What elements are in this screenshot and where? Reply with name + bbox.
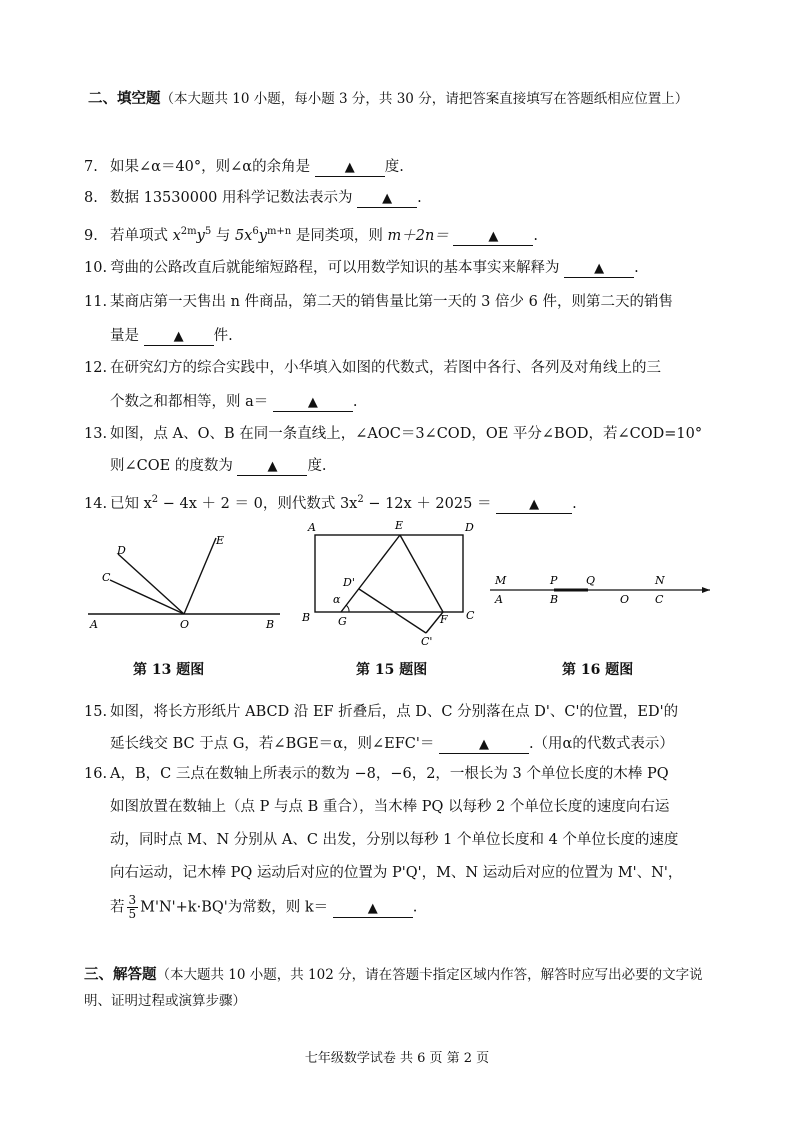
- figure-16: [488, 570, 714, 610]
- label-D: D: [117, 544, 126, 557]
- section-3-note: （本大题共 10 小题，共 102 分，请在答题卡指定区域内作答，解答时应写出必要的文字说明、证明过程或演算步骤）: [84, 967, 703, 1009]
- angle-alpha-arc: [346, 605, 349, 612]
- answer-blank[interactable]: ▲: [315, 158, 385, 177]
- label-N: N: [655, 574, 665, 587]
- figure-16-caption: 第 16 题图: [562, 662, 634, 678]
- label-G: G: [338, 615, 347, 628]
- question-12: 12. 在研究幻方的综合实践中，小华填入如图的代数式，若图中各行、各列及对角线上的三 个数之和都相等，则 a＝ ▲ .: [84, 360, 661, 410]
- label-P: P: [550, 574, 558, 587]
- label-Dprime: D': [343, 576, 355, 589]
- answer-blank[interactable]: ▲: [273, 393, 353, 412]
- question-10: 10. 弯曲的公路改直后就能缩短路程，可以用数学知识的基本事实来解释为 ▲ .: [84, 260, 639, 276]
- question-15: 15. 如图，将长方形纸片 ABCD 沿 EF 折叠后，点 D、C 分别落在点 D'、C'的位置，ED'的 延长线交 BC 于点 G，若∠BGE＝α，则∠EFC'＝ ▲ .（用α的代数式表示）: [84, 704, 679, 752]
- label-B: B: [550, 593, 559, 606]
- label-alpha: α: [333, 593, 341, 606]
- label-O: O: [620, 593, 630, 606]
- question-11: 11. 某商店第一天售出 n 件商品，第二天的销售量比第一天的 3 倍少 6 件，则第二天的销售 量是 ▲ 件.: [84, 294, 673, 344]
- label-C: C: [655, 593, 664, 606]
- section-3-title: 三、解答题: [84, 966, 157, 983]
- question-13: 13. 如图，点 A、O、B 在同一条直线上，∠AOC＝3∠COD，OE 平分∠BOD，若∠COD=10° 则∠COE 的度数为 ▲ 度.: [84, 426, 703, 474]
- segment-DpCp: [359, 589, 426, 633]
- answer-blank[interactable]: ▲: [453, 227, 533, 246]
- label-A: A: [90, 618, 98, 631]
- answer-blank[interactable]: ▲: [357, 189, 417, 208]
- label-D: D: [465, 521, 474, 534]
- label-C: C: [466, 609, 475, 622]
- label-A: A: [308, 521, 316, 534]
- section-3-header: [84, 962, 714, 1014]
- answer-blank[interactable]: ▲: [496, 495, 572, 514]
- page-footer: 七年级数学试卷 共 6 页 第 2 页: [304, 1051, 490, 1066]
- section-2-title: 二、填空题: [88, 90, 161, 107]
- label-C: C: [102, 571, 111, 584]
- answer-blank[interactable]: ▲: [237, 457, 307, 476]
- label-F: F: [440, 613, 448, 626]
- label-E: E: [216, 534, 225, 547]
- figure-13-caption: 第 13 题图: [133, 662, 205, 678]
- question-8: 8. 数据 13530000 用科学记数法表示为 ▲ .: [84, 190, 422, 206]
- ray-OD: [118, 554, 184, 614]
- answer-blank[interactable]: ▲: [144, 327, 214, 346]
- label-A: A: [495, 593, 503, 606]
- ray-OC: [110, 580, 184, 614]
- figure-15: [298, 515, 488, 650]
- answer-blank[interactable]: ▲: [564, 259, 634, 278]
- label-O: O: [180, 618, 190, 631]
- label-B: B: [302, 611, 311, 624]
- fraction-3-5: $\frac{3}{5}$: [128, 893, 137, 921]
- section-2-note: （本大题共 10 小题，每小题 3 分，共 30 分，请把答案直接填写在答题纸相应位置上）: [160, 91, 689, 107]
- label-E: E: [395, 519, 404, 532]
- label-B: B: [266, 618, 275, 631]
- fold-line-EF: [400, 535, 443, 612]
- question-7: 7. 如果∠α＝40°，则∠α的余角是 ▲ 度.: [84, 159, 404, 175]
- question-14: 14. 已知 $x^2 - 4x + 2 = 0$，则代数式 $3x^2 - 12x + 2025$ ＝ ▲ .: [84, 494, 577, 512]
- figure-13: [84, 528, 284, 633]
- label-M: M: [495, 574, 507, 587]
- segment-EG: [341, 535, 400, 612]
- question-16: 16. A，B，C 三点在数轴上所表示的数为 −8，−6，2，一根长为 3 个单位长度的木棒 PQ 如图放置在数轴上（点 P 与点 B 重合），当木棒 PQ 以每秒 2 个单位长度的速度向右运 动，同时点 M、N 分别从 A、C 出发，分别以每秒 1 个单位长度和 4 个单位长度的速度 向右运动，记木棒 PQ 运动后对应的位置为 P'Q'，M、N 运动后对应的位置为 M'、N'， 若 $\frac{3}{5}$ M'N'+k·BQ'为常数，则 k＝ ▲ .: [84, 766, 683, 921]
- label-Cprime: C': [421, 635, 433, 648]
- answer-blank[interactable]: ▲: [333, 899, 413, 918]
- number-line-arrow: [702, 587, 710, 593]
- question-9: 9. 若单项式 $x^{2m}y^5$ 与 $5x^6y^{m+n}$ 是同类项，则 m＋2n＝ ▲ .: [84, 226, 539, 244]
- section-2-header: [88, 86, 718, 112]
- ray-OE: [184, 538, 216, 614]
- figure-15-caption: 第 15 题图: [356, 662, 428, 678]
- label-Q: Q: [586, 574, 596, 587]
- answer-blank[interactable]: ▲: [439, 735, 529, 754]
